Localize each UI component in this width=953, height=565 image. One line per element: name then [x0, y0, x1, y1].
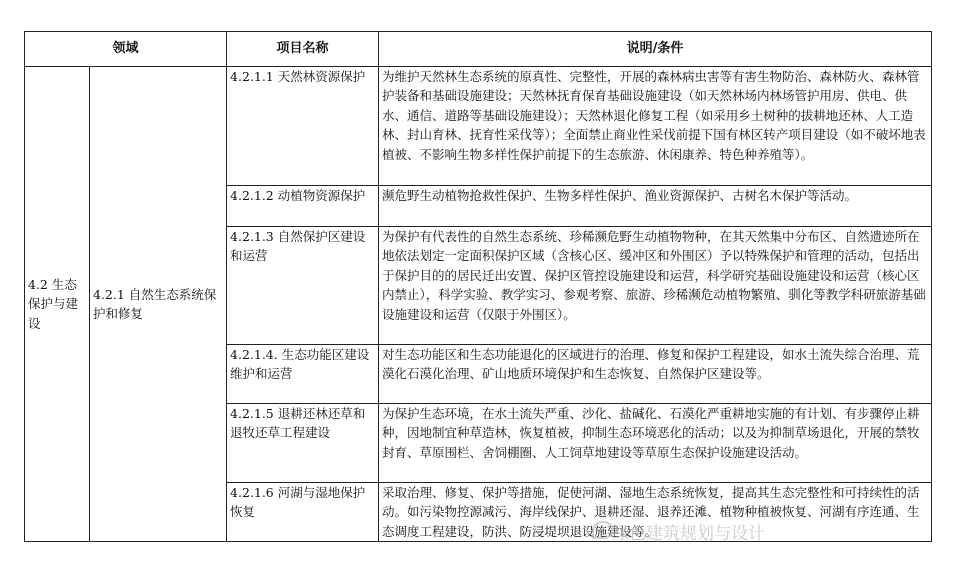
project-name-cell: 4.2.1.4. 生态功能区建设维护和运营: [227, 345, 379, 404]
project-name-cell: 4.2.1.2 动植物资源保护: [227, 186, 379, 227]
header-description: 说明/条件: [379, 32, 932, 67]
project-name-cell: 4.2.1.1 天然林资源保护: [227, 67, 379, 186]
description-cell: 为维护天然林生态系统的原真性、完整性，开展的森林病虫害等有害生物防治、森林防火、森林管护装备和基础设施建设；天然林抚育保育基础设施建设（如天然林场内林场管护用房、供电、供水、通信、道路等基础设施建设）；天然林退化修复工程（如采用乡土树种的拔耕地还林、人工造林、封山育林、抚育性采伐等）；全面禁止商业性采伐前提下国有林区转产项目建设（如不破坏地表植被、不影响生物多样性保护前提下的生态旅游、休闲康养、特色种养殖等）。: [379, 67, 932, 186]
table-container: [24, 31, 932, 542]
header-row: [25, 32, 932, 67]
description-cell: 濒危野生动植物抢救性保护、生物多样性保护、渔业资源保护、古树名木保护等活动。: [379, 186, 932, 227]
header-domain: 领域: [25, 32, 227, 67]
watermark-text: 绿色建筑规划与设计: [612, 524, 765, 544]
project-name-cell: 4.2.1.3 自然保护区建设和运营: [227, 227, 379, 345]
description-cell: 为保护有代表性的自然生态系统、珍稀濒危野生动植物物种，在其天然集中分布区、自然遗迹所在地依法划定一定面积保护区域（含核心区、缓冲区和外围区）予以特殊保护和管理的活动，包括出于保护目的的居民迁出安置、保护区管控设施建设和运营，科学研究基础设施建设和运营（核心区内禁止），科学实验、教学实习、参观考察、旅游、珍稀濒危动植物繁殖、驯化等教学科研旅游基础设施建设和运营（仅限于外围区）。: [379, 227, 932, 345]
header-project-name: 项目名称: [227, 32, 379, 67]
domain-level2-cell: 4.2.1 自然生态系统保护和修复: [90, 67, 227, 542]
description-cell: 采取治理、修复、保护等措施，促使河湖、湿地生态系统恢复，提高其生态完整性和可持续性的活动。如污染物控源减污、海岸线保护、退耕还湿、退养还滩、植物种植被恢复、河湖有序连通、生态调度工程建设，防洪、防浸堤坝退设施建设等。: [379, 483, 932, 542]
table-row: [25, 67, 932, 186]
description-cell: 对生态功能区和生态功能退化的区域进行的治理、修复和保护工程建设，如水土流失综合治理、荒漠化石漠化治理、矿山地质环境保护和生态恢复、自然保护区建设等。: [379, 345, 932, 404]
green-industry-table: [24, 31, 932, 542]
wechat-logo-icon: [592, 521, 614, 539]
project-name-cell: 4.2.1.5 退耕还林还草和退牧还草工程建设: [227, 404, 379, 483]
project-name-cell: 4.2.1.6 河湖与湿地保护恢复: [227, 483, 379, 542]
domain-level1-cell: 4.2 生态保护与建设: [25, 67, 90, 542]
description-cell: 为保护生态环境，在水土流失严重、沙化、盐碱化、石漠化严重耕地实施的有计划、有步骤停止耕种，因地制宜种草造林，恢复植被，抑制生态环境恶化的活动；以及为抑制草场退化，开展的禁牧封育、草原围栏、舍饲棚圈、人工饲草地建设等草原生态保护设施建设活动。: [379, 404, 932, 483]
